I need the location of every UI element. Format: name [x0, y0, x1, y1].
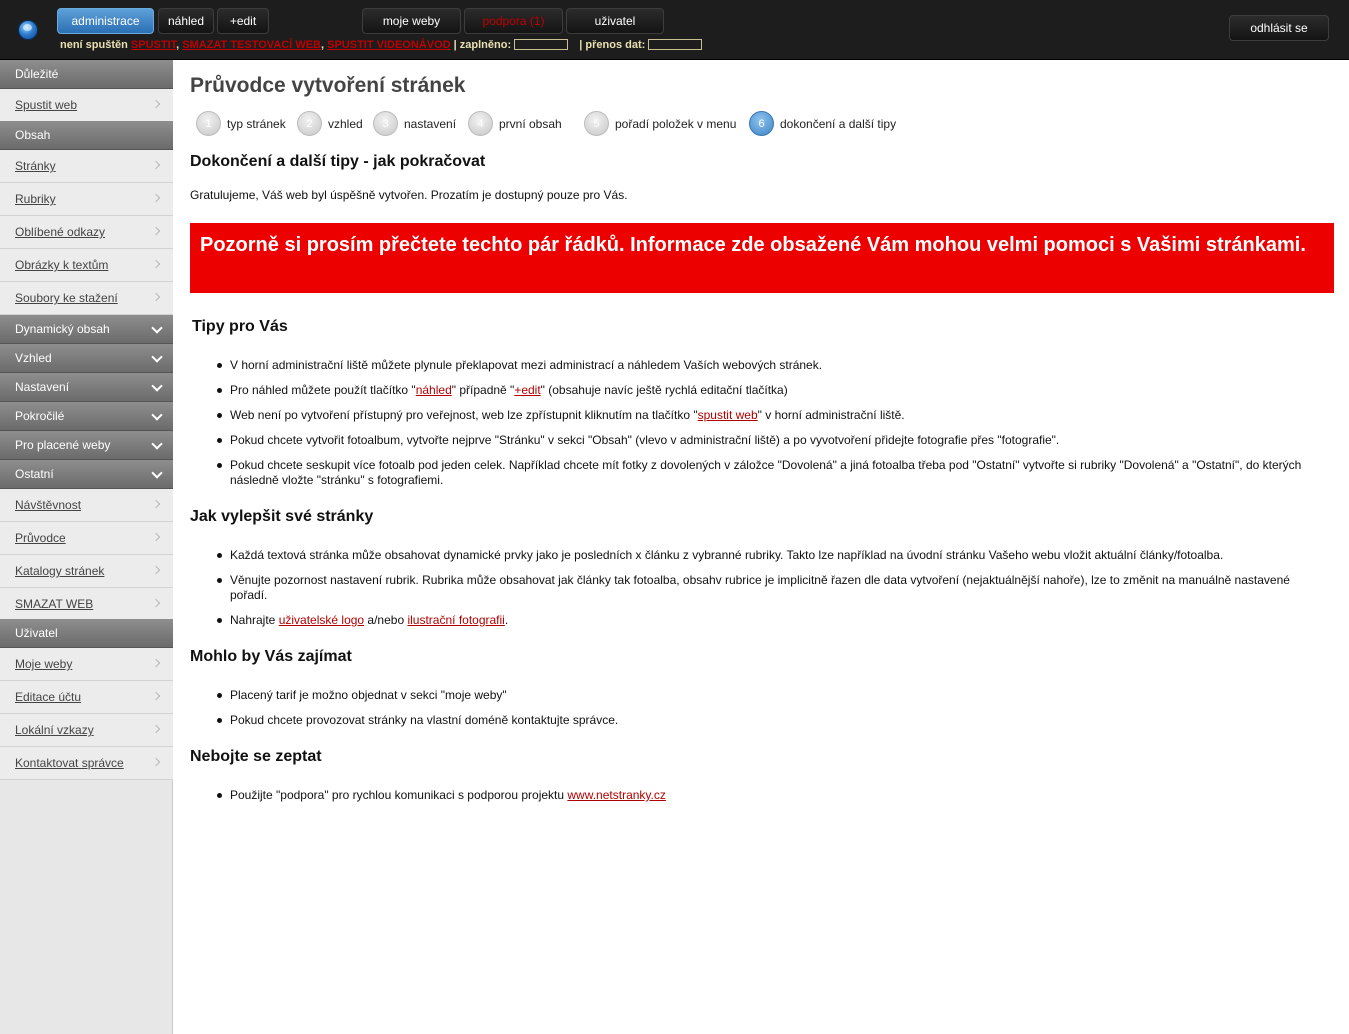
storage-meter	[514, 39, 568, 50]
sidebar-item-obrazky[interactable]: Obrázky k textům	[0, 249, 173, 282]
list-item: Věnujte pozornost nastavení rubrik. Rubrika může obsahovat jak články tak fotoalba, obsahv rubrice je implicitně řazen dle data vytvoření (nejaktuálnější nahoře), lze to změnit na manuálně nastavené pořadí.	[230, 573, 1320, 603]
step-number: 1	[196, 111, 221, 136]
step-number: 3	[373, 111, 398, 136]
sidebar-item-kontaktovat[interactable]: Kontaktovat správce	[0, 747, 173, 780]
step-label: dokončení a další tipy	[780, 117, 897, 131]
podpora-button[interactable]: podpora (1)	[464, 8, 563, 34]
odhlasit-button[interactable]: odhlásit se	[1229, 15, 1329, 41]
top-admin-bar	[0, 0, 1349, 60]
section-title-vylepsit: Jak vylepšit své stránky	[190, 508, 374, 525]
sidebar-item-soubory[interactable]: Soubory ke stažení	[0, 282, 173, 315]
step-number: 5	[584, 111, 609, 136]
sidebar-header-obsah: Obsah	[0, 121, 173, 150]
sidebar-header-ostatni[interactable]: Ostatní	[0, 460, 173, 489]
edit-button[interactable]: +edit	[217, 8, 269, 34]
list-item: Každá textová stránka může obsahovat dynamické prvky jako je posledních x článku z vybranné rubriky. Takto lze například na úvodní stránku Vašeho webu vložit aktuální články/fotoalba.	[230, 548, 1320, 563]
sidebar-item-moje-weby[interactable]: Moje weby	[0, 648, 173, 681]
section-title-zeptat: Nebojte se zeptat	[190, 748, 322, 765]
edit-link[interactable]: +edit	[514, 383, 541, 397]
spustit-videonavod-link[interactable]: SPUSTIT VIDEONÁVOD	[327, 39, 451, 51]
list-item: Web není po vytvoření přístupný pro veřejnost, web lze zpřístupnit kliknutím na tlačítko "spustit web" v horní administrační liště.	[230, 408, 1320, 423]
sidebar-item-stranky[interactable]: Stránky	[0, 150, 173, 183]
intro-text: Gratulujeme, Váš web byl úspěšně vytvořen. Prozatím je dostupný pouze pro Vás.	[190, 188, 628, 202]
nahled-link[interactable]: náhled	[415, 383, 452, 397]
uzivatelske-logo-link[interactable]: uživatelské logo	[278, 613, 365, 627]
sidebar-header-nastaveni[interactable]: Nastavení	[0, 373, 173, 402]
chevron-right-icon	[152, 194, 160, 202]
step-label: vzhled	[328, 117, 363, 131]
chevron-right-icon	[152, 758, 160, 766]
chevron-right-icon	[152, 725, 160, 733]
moje-weby-button[interactable]: moje weby	[362, 8, 461, 34]
sidebar-header-vzhled[interactable]: Vzhled	[0, 344, 173, 373]
chevron-down-icon	[151, 322, 162, 333]
chevron-right-icon	[152, 500, 160, 508]
sidebar	[0, 60, 173, 1034]
chevron-right-icon	[152, 293, 160, 301]
sidebar-header-placene[interactable]: Pro placené weby	[0, 431, 173, 460]
spustit-link[interactable]: SPUSTIT	[130, 39, 177, 51]
list-item: Placený tarif je možno objednat v sekci "moje weby"	[230, 688, 1320, 703]
chevron-right-icon	[152, 533, 160, 541]
list-item: Pokud chcete provozovat stránky na vlastní doméně kontaktujte správce.	[230, 713, 1320, 728]
zaplneno-label: | zaplněno:	[453, 39, 512, 51]
step-label: typ stránek	[227, 117, 286, 131]
sidebar-item-smazat-web[interactable]: SMAZAT WEB	[0, 588, 173, 621]
list-item: Pro náhled můžete použít tlačítko "náhled" případně "+edit" (obsahuje navíc ještě rychlá editační tlačítka)	[230, 383, 1320, 398]
list-item: V horní administrační liště můžete plynule překlapovat mezi administrací a náhledem Vaších webových stránek.	[230, 358, 1320, 373]
uzivatel-button[interactable]: uživatel	[566, 8, 664, 34]
netstranky-link[interactable]: www.netstranky.cz	[567, 788, 666, 802]
warning-banner: Pozorně si prosím přečtete techto pár řádků. Informace zde obsažené Vám mohou velmi pomoci s Vašimi stránkami.	[190, 223, 1334, 293]
page-title: Průvodce vytvoření stránek	[190, 74, 466, 97]
sidebar-header-pokrocile[interactable]: Pokročilé	[0, 402, 173, 431]
prenos-label: | přenos dat:	[579, 39, 646, 51]
sidebar-item-spustit-web[interactable]: Spustit web	[0, 89, 173, 122]
sidebar-item-navstevnost[interactable]: Návštěvnost	[0, 489, 173, 522]
globe-logo-icon	[18, 20, 38, 40]
step-number: 4	[468, 111, 493, 136]
chevron-right-icon	[152, 692, 160, 700]
chevron-down-icon	[151, 351, 162, 362]
chevron-down-icon	[151, 380, 162, 391]
step-number: 2	[297, 111, 322, 136]
web-state-text: není spuštěn	[60, 39, 128, 51]
spustit-web-link[interactable]: spustit web	[697, 408, 758, 422]
list-item: Pokud chcete seskupit více fotoalb pod jeden celek. Například chcete mít fotky z dovolených v záložce "Dovolená" a jiná fotoalba třeba pod "Ostatní" vytvořte si rubriky "Dovolená" a "Ostatní", do kterých následně vložte "stránku" s fotografiemi.	[230, 458, 1320, 488]
chevron-right-icon	[152, 260, 160, 268]
chevron-right-icon	[152, 100, 160, 108]
list-item: Nahrajte uživatelské logo a/nebo ilustrační fotografii.	[230, 613, 1320, 628]
section-title-zajimat: Mohlo by Vás zajímat	[190, 648, 352, 665]
list-item: Pokud chcete vytvořit fotoalbum, vytvořte nejprve "Stránku" v sekci "Obsah" (vlevo v administrační liště) a po vyvotvoření přidejte fotografie přes "fotografie".	[230, 433, 1320, 448]
sidebar-item-rubriky[interactable]: Rubriky	[0, 183, 173, 216]
chevron-down-icon	[151, 467, 162, 478]
step-label: první obsah	[499, 117, 562, 131]
sidebar-header-dynamicky[interactable]: Dynamický obsah	[0, 315, 173, 344]
sidebar-header-dulezite: Důležité	[0, 60, 173, 89]
web-status-line	[60, 39, 710, 51]
ilustracni-fotografie-link[interactable]: ilustrační fotografii	[407, 613, 505, 627]
step-label: nastavení	[404, 117, 457, 131]
sidebar-header-uzivatel: Uživatel	[0, 619, 173, 648]
list-item: Použijte "podpora" pro rychlou komunikaci s podporou projektu www.netstranky.cz	[230, 788, 1320, 803]
section-subtitle: Dokončení a další tipy - jak pokračovat	[190, 153, 486, 170]
status-separator: ,	[176, 39, 183, 51]
sidebar-item-pruvodce[interactable]: Průvodce	[0, 522, 173, 555]
nahled-button[interactable]: náhled	[158, 8, 214, 34]
chevron-down-icon	[151, 438, 162, 449]
chevron-right-icon	[152, 566, 160, 574]
chevron-right-icon	[152, 599, 160, 607]
chevron-right-icon	[152, 227, 160, 235]
status-separator: ,	[321, 39, 328, 51]
step-number: 6	[749, 111, 774, 136]
chevron-right-icon	[152, 659, 160, 667]
transfer-meter	[648, 39, 702, 50]
sidebar-item-lokalni-vzkazy[interactable]: Lokální vzkazy	[0, 714, 173, 747]
step-label: pořadí položek v menu	[615, 117, 737, 131]
section-title-tipy: Tipy pro Vás	[192, 318, 288, 335]
sidebar-item-katalogy[interactable]: Katalogy stránek	[0, 555, 173, 588]
sidebar-item-editace-uctu[interactable]: Editace účtu	[0, 681, 173, 714]
chevron-down-icon	[151, 409, 162, 420]
chevron-right-icon	[152, 161, 160, 169]
smazat-testovaci-link[interactable]: SMAZAT TESTOVACÍ WEB	[182, 39, 321, 51]
sidebar-item-oblibene-odkazy[interactable]: Oblíbené odkazy	[0, 216, 173, 249]
administrace-button[interactable]: administrace	[57, 8, 154, 34]
